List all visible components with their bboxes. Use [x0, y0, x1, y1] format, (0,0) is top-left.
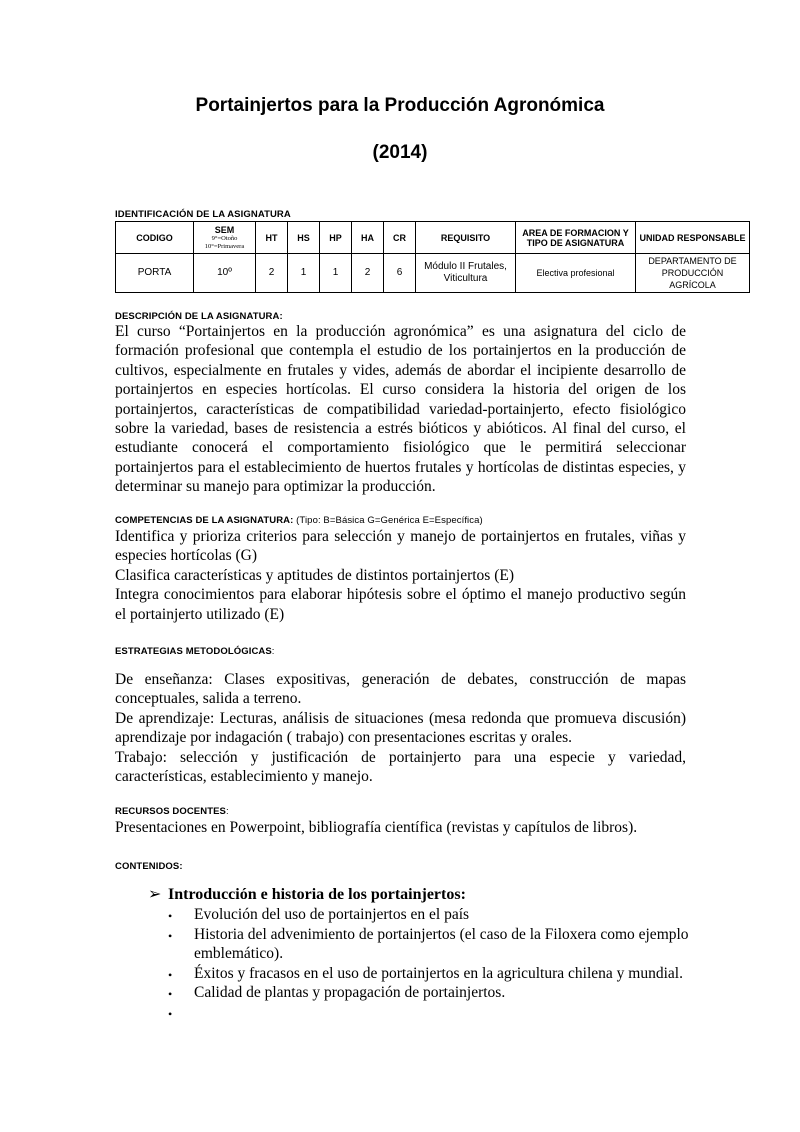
resources-heading-suffix: : [225, 806, 229, 817]
strategies-list [115, 670, 686, 786]
strategies-heading [115, 646, 275, 657]
strategies-heading-label: ESTRATEGIAS METODOLÓGICAS [115, 646, 272, 657]
list-item-text: Evolución del uso de portainjertos en el país [194, 906, 470, 923]
bullet-icon: • [168, 1006, 173, 1021]
cell-hp: 1 [320, 254, 352, 293]
cell-ha: 2 [352, 254, 384, 293]
col-ht: HT [256, 222, 288, 254]
contents-list [168, 905, 728, 1023]
list-item-text: Éxitos y fracasos en el uso de portainjertos en la agricultura chilena y mundial. [194, 964, 683, 982]
competencies-heading-label: COMPETENCIAS DE LA ASIGNATURA: [115, 515, 294, 526]
list-item-text: Historia del advenimiento de portainjertos (el caso de la Filoxera como ejemplo emblemático). [194, 925, 689, 963]
identification-table [115, 221, 750, 293]
col-area: AREA DE FORMACION Y TIPO DE ASIGNATURA [516, 222, 636, 254]
description-text [115, 322, 686, 497]
list-item-text: Calidad de plantas y propagación de portainjertos. [194, 984, 506, 1002]
competencies-type-note: (Tipo: B=Básica G=Genérica E=Específica) [296, 515, 483, 526]
cell-unidad: DEPARTAMENTO DE PRODUCCIÓN AGRÍCOLA [636, 254, 750, 293]
col-hp: HP [320, 222, 352, 254]
col-requisito: REQUISITO [416, 222, 516, 254]
cell-ht: 2 [256, 254, 288, 293]
col-sem [194, 222, 256, 254]
contents-topic-label: Introducción e historia de los portainjertos: [168, 886, 466, 903]
list-item [168, 983, 728, 1003]
bullet-icon: • [168, 909, 173, 923]
list-item [168, 964, 728, 984]
list-item [168, 905, 728, 925]
table-header-row [116, 222, 750, 254]
competencies-list [115, 527, 686, 624]
table-row [116, 254, 750, 293]
description-heading: DESCRIPCIÓN DE LA ASIGNATURA: [115, 311, 283, 322]
strategy-item: De enseñanza: Clases expositivas, generación de debates, construcción de mapas conceptuales, salida a terreno. [115, 671, 686, 708]
bullet-icon: • [168, 967, 173, 982]
resources-heading-label: RECURSOS DOCENTES [115, 806, 226, 817]
competencies-heading [115, 515, 483, 526]
contents-topic [148, 884, 466, 904]
arrow-bullet-icon: ➢ [148, 886, 162, 903]
cell-sem: 10º [194, 254, 256, 293]
cell-requisito: Módulo II Frutales, Viticultura [416, 254, 516, 293]
col-sem-note-1: 9°=Otoño [211, 235, 238, 242]
col-cr: CR [384, 222, 416, 254]
identification-heading: IDENTIFICACIÓN DE LA ASIGNATURA [115, 209, 291, 220]
col-hs: HS [288, 222, 320, 254]
competency-item: Clasifica características y aptitudes de distintos portainjertos (E) [115, 566, 514, 584]
resources-heading [115, 806, 229, 817]
col-unidad: UNIDAD RESPONSABLE [636, 222, 750, 254]
list-item [168, 925, 728, 964]
strategies-heading-suffix: : [271, 646, 275, 657]
contents-heading: CONTENIDOS: [115, 861, 183, 872]
cell-cr: 6 [384, 254, 416, 293]
bullet-icon: • [168, 928, 173, 943]
strategy-item: De aprendizaje: Lecturas, análisis de situaciones (mesa redonda que promueva discusión) aprendizaje por indagación ( trabajo) con presentaciones escritas y orales. [115, 709, 686, 747]
list-item [168, 1003, 728, 1023]
strategy-item: Trabajo: selección y justificación de portainjerto para una especie y variedad, características, establecimiento y manejo. [115, 748, 686, 786]
resources-text: Presentaciones en Powerpoint, bibliografía científica (revistas y capítulos de libros). [115, 819, 638, 836]
description-paragraph: El curso “Portainjertos en la producción agronómica” es una asignatura del ciclo de formación profesional que contempla el estudio de los portainjertos en la producción de cultivos, especialmente en frutales y vides, además de abordar el incipiente desarrollo de portainjertos en especies hortícolas. El curso considera la historia del origen de los portainjertos, características de compatibilidad variedad-portainjerto, efecto fisiológico sobre la variedad, bases de resistencia a estrés bióticos y abióticos. Al final del curso, el estudiante conocerá el comportamiento fisiológico que le permitirá seleccionar portainjertos para el establecimiento de huertos frutales y hortícolas de distintas especies, y determinar su manejo para optimizar la producción. [115, 323, 686, 496]
competency-item: Identifica y prioriza criterios para selección y manejo de portainjertos en frutales, viñas y especies hortícolas (G) [115, 528, 686, 565]
cell-area: Electiva profesional [516, 254, 636, 293]
bullet-icon: • [168, 987, 173, 1002]
cell-codigo: PORTA [116, 254, 194, 293]
col-sem-note-2: 10°=Primavera [204, 242, 245, 250]
cell-hs: 1 [288, 254, 320, 293]
page-year: (2014) [372, 142, 428, 163]
col-sem-label: SEM [214, 225, 235, 235]
page-title: Portainjertos para la Producción Agronómica [195, 95, 605, 116]
col-codigo: CODIGO [116, 222, 194, 254]
competency-item: Integra conocimientos para elaborar hipótesis sobre el óptimo el manejo productivo según el portainjerto utilizado (E) [115, 586, 686, 623]
col-ha: HA [352, 222, 384, 254]
